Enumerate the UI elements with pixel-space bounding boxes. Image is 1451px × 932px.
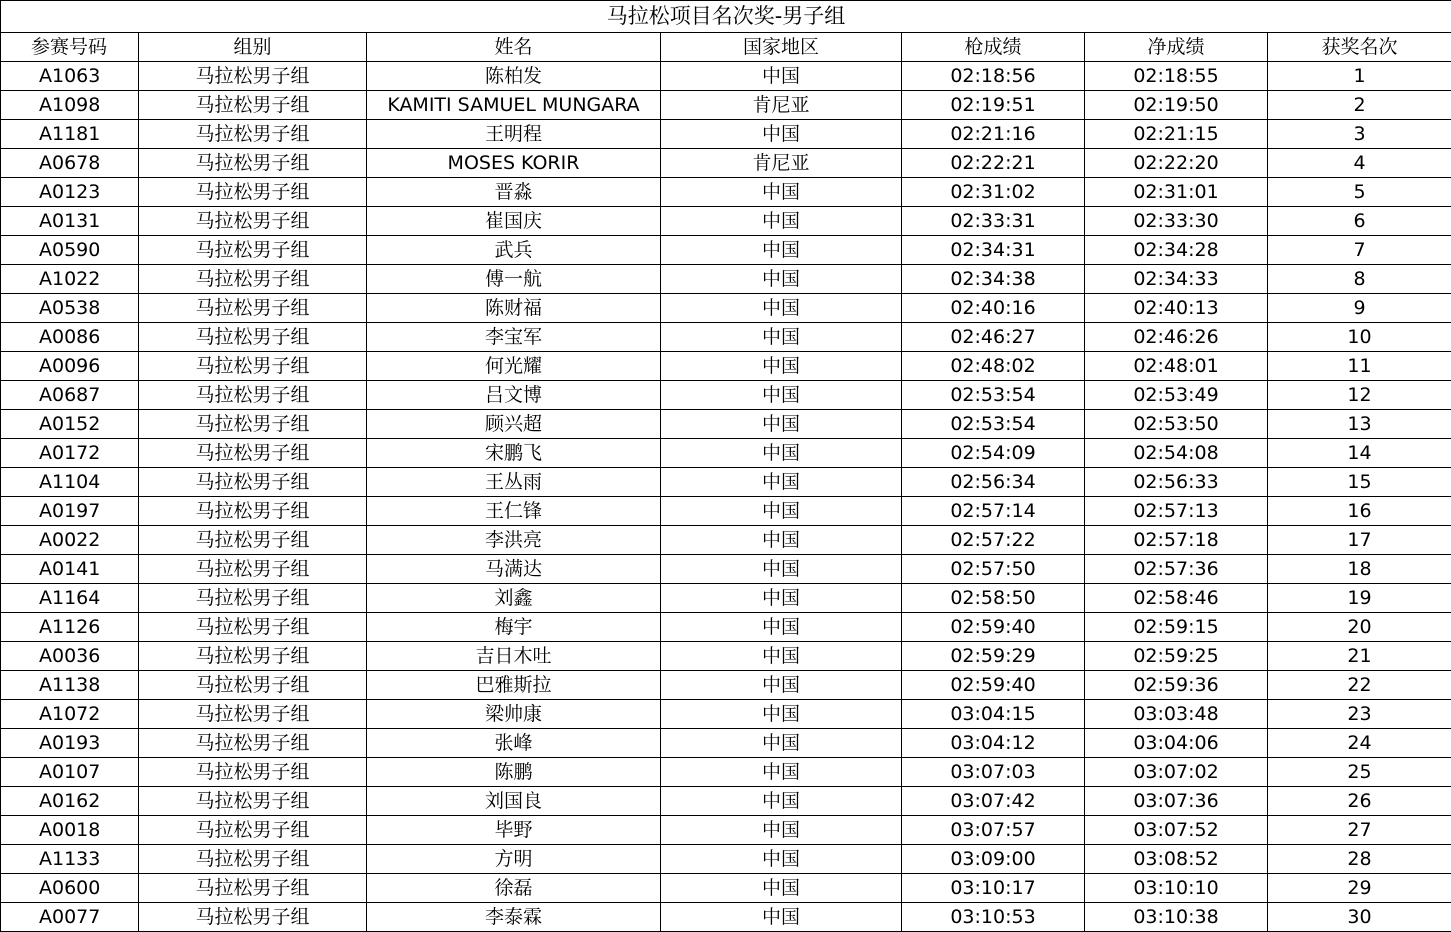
- cell-name: 李泰霖: [367, 903, 661, 932]
- cell-bib: A1063: [1, 62, 139, 91]
- cell-rank: 6: [1268, 207, 1451, 236]
- cell-net-time: 02:34:33: [1085, 265, 1268, 294]
- cell-bib: A1104: [1, 468, 139, 497]
- cell-group: 马拉松男子组: [139, 787, 367, 816]
- header-rank: 获奖名次: [1268, 33, 1451, 62]
- cell-name: 马满达: [367, 555, 661, 584]
- cell-gun-time: 03:04:15: [902, 700, 1085, 729]
- cell-rank: 25: [1268, 758, 1451, 787]
- cell-rank: 5: [1268, 178, 1451, 207]
- cell-country: 中国: [661, 526, 902, 555]
- cell-country: 中国: [661, 816, 902, 845]
- cell-country: 中国: [661, 265, 902, 294]
- cell-net-time: 02:18:55: [1085, 62, 1268, 91]
- cell-name: 梁帅康: [367, 700, 661, 729]
- cell-gun-time: 03:07:03: [902, 758, 1085, 787]
- cell-group: 马拉松男子组: [139, 874, 367, 903]
- cell-name: 王丛雨: [367, 468, 661, 497]
- cell-country: 中国: [661, 468, 902, 497]
- cell-group: 马拉松男子组: [139, 758, 367, 787]
- table-row: [1, 758, 1451, 787]
- cell-net-time: 02:40:13: [1085, 294, 1268, 323]
- cell-rank: 12: [1268, 381, 1451, 410]
- cell-country: 中国: [661, 323, 902, 352]
- cell-net-time: 02:59:15: [1085, 613, 1268, 642]
- cell-country: 中国: [661, 207, 902, 236]
- cell-country: 中国: [661, 671, 902, 700]
- cell-group: 马拉松男子组: [139, 468, 367, 497]
- table-row: [1, 91, 1451, 120]
- cell-bib: A0096: [1, 352, 139, 381]
- cell-group: 马拉松男子组: [139, 207, 367, 236]
- table-row: [1, 294, 1451, 323]
- cell-name: 崔国庆: [367, 207, 661, 236]
- cell-rank: 11: [1268, 352, 1451, 381]
- table-row: [1, 903, 1451, 932]
- header-country: 国家地区: [661, 33, 902, 62]
- cell-rank: 9: [1268, 294, 1451, 323]
- cell-bib: A0162: [1, 787, 139, 816]
- cell-name: 吉日木吐: [367, 642, 661, 671]
- table-row: [1, 526, 1451, 555]
- table-row: [1, 207, 1451, 236]
- cell-country: 中国: [661, 845, 902, 874]
- cell-name: 陈柏发: [367, 62, 661, 91]
- cell-gun-time: 02:22:21: [902, 149, 1085, 178]
- cell-net-time: 02:59:36: [1085, 671, 1268, 700]
- cell-rank: 2: [1268, 91, 1451, 120]
- cell-name: 吕文博: [367, 381, 661, 410]
- table-row: [1, 613, 1451, 642]
- cell-country: 中国: [661, 787, 902, 816]
- cell-rank: 20: [1268, 613, 1451, 642]
- cell-gun-time: 02:33:31: [902, 207, 1085, 236]
- cell-country: 肯尼亚: [661, 91, 902, 120]
- cell-bib: A0086: [1, 323, 139, 352]
- cell-group: 马拉松男子组: [139, 323, 367, 352]
- cell-net-time: 02:56:33: [1085, 468, 1268, 497]
- cell-rank: 3: [1268, 120, 1451, 149]
- cell-bib: A0123: [1, 178, 139, 207]
- table-row: [1, 149, 1451, 178]
- cell-gun-time: 03:04:12: [902, 729, 1085, 758]
- cell-name: 方明: [367, 845, 661, 874]
- cell-country: 中国: [661, 120, 902, 149]
- cell-rank: 19: [1268, 584, 1451, 613]
- cell-name: KAMITI SAMUEL MUNGARA: [367, 91, 661, 120]
- cell-group: 马拉松男子组: [139, 91, 367, 120]
- cell-name: 陈财福: [367, 294, 661, 323]
- cell-gun-time: 02:56:34: [902, 468, 1085, 497]
- cell-rank: 16: [1268, 497, 1451, 526]
- cell-group: 马拉松男子组: [139, 236, 367, 265]
- cell-rank: 28: [1268, 845, 1451, 874]
- cell-net-time: 03:07:36: [1085, 787, 1268, 816]
- table-row: [1, 352, 1451, 381]
- cell-country: 中国: [661, 497, 902, 526]
- cell-group: 马拉松男子组: [139, 584, 367, 613]
- cell-country: 中国: [661, 613, 902, 642]
- table-row: [1, 787, 1451, 816]
- cell-name: 刘鑫: [367, 584, 661, 613]
- cell-net-time: 02:54:08: [1085, 439, 1268, 468]
- cell-name: 何光耀: [367, 352, 661, 381]
- cell-bib: A1022: [1, 265, 139, 294]
- cell-gun-time: 02:31:02: [902, 178, 1085, 207]
- cell-gun-time: 02:53:54: [902, 381, 1085, 410]
- cell-name: 陈鹏: [367, 758, 661, 787]
- cell-group: 马拉松男子组: [139, 120, 367, 149]
- table-row: [1, 584, 1451, 613]
- table-row: [1, 265, 1451, 294]
- cell-country: 中国: [661, 874, 902, 903]
- cell-net-time: 03:04:06: [1085, 729, 1268, 758]
- cell-name: 武兵: [367, 236, 661, 265]
- cell-rank: 27: [1268, 816, 1451, 845]
- cell-gun-time: 02:34:31: [902, 236, 1085, 265]
- cell-name: 宋鹏飞: [367, 439, 661, 468]
- cell-bib: A0077: [1, 903, 139, 932]
- cell-bib: A0036: [1, 642, 139, 671]
- cell-bib: A1098: [1, 91, 139, 120]
- cell-gun-time: 02:19:51: [902, 91, 1085, 120]
- cell-gun-time: 03:07:57: [902, 816, 1085, 845]
- cell-group: 马拉松男子组: [139, 265, 367, 294]
- cell-net-time: 03:10:10: [1085, 874, 1268, 903]
- cell-bib: A0193: [1, 729, 139, 758]
- cell-gun-time: 02:48:02: [902, 352, 1085, 381]
- cell-country: 中国: [661, 700, 902, 729]
- cell-group: 马拉松男子组: [139, 903, 367, 932]
- cell-bib: A0687: [1, 381, 139, 410]
- cell-name: 王仁锋: [367, 497, 661, 526]
- cell-gun-time: 02:59:40: [902, 671, 1085, 700]
- table-row: [1, 555, 1451, 584]
- cell-group: 马拉松男子组: [139, 729, 367, 758]
- cell-gun-time: 02:18:56: [902, 62, 1085, 91]
- cell-gun-time: 03:09:00: [902, 845, 1085, 874]
- cell-net-time: 02:57:18: [1085, 526, 1268, 555]
- cell-country: 中国: [661, 381, 902, 410]
- table-row: [1, 120, 1451, 149]
- cell-country: 中国: [661, 439, 902, 468]
- cell-group: 马拉松男子组: [139, 671, 367, 700]
- cell-rank: 13: [1268, 410, 1451, 439]
- cell-name: 刘国良: [367, 787, 661, 816]
- cell-rank: 14: [1268, 439, 1451, 468]
- cell-group: 马拉松男子组: [139, 816, 367, 845]
- cell-gun-time: 03:07:42: [902, 787, 1085, 816]
- cell-group: 马拉松男子组: [139, 526, 367, 555]
- table-row: [1, 410, 1451, 439]
- cell-net-time: 02:58:46: [1085, 584, 1268, 613]
- table-row: [1, 178, 1451, 207]
- cell-net-time: 02:22:20: [1085, 149, 1268, 178]
- cell-bib: A0131: [1, 207, 139, 236]
- cell-net-time: 02:21:15: [1085, 120, 1268, 149]
- cell-name: 巴雅斯拉: [367, 671, 661, 700]
- cell-bib: A1072: [1, 700, 139, 729]
- cell-group: 马拉松男子组: [139, 439, 367, 468]
- cell-name: 李宝军: [367, 323, 661, 352]
- cell-country: 中国: [661, 555, 902, 584]
- cell-gun-time: 02:57:22: [902, 526, 1085, 555]
- cell-group: 马拉松男子组: [139, 410, 367, 439]
- cell-country: 中国: [661, 178, 902, 207]
- cell-bib: A0678: [1, 149, 139, 178]
- cell-gun-time: 02:58:50: [902, 584, 1085, 613]
- cell-name: 梅宇: [367, 613, 661, 642]
- cell-name: 张峰: [367, 729, 661, 758]
- cell-net-time: 02:59:25: [1085, 642, 1268, 671]
- header-name: 姓名: [367, 33, 661, 62]
- table-row: [1, 62, 1451, 91]
- cell-country: 肯尼亚: [661, 149, 902, 178]
- cell-rank: 22: [1268, 671, 1451, 700]
- cell-bib: A1133: [1, 845, 139, 874]
- cell-net-time: 02:57:36: [1085, 555, 1268, 584]
- cell-rank: 7: [1268, 236, 1451, 265]
- cell-net-time: 03:07:02: [1085, 758, 1268, 787]
- cell-net-time: 02:57:13: [1085, 497, 1268, 526]
- table-title: 马拉松项目名次奖-男子组: [1, 1, 1451, 33]
- cell-name: 李洪亮: [367, 526, 661, 555]
- cell-group: 马拉松男子组: [139, 381, 367, 410]
- cell-country: 中国: [661, 352, 902, 381]
- cell-country: 中国: [661, 729, 902, 758]
- cell-country: 中国: [661, 642, 902, 671]
- cell-net-time: 03:10:38: [1085, 903, 1268, 932]
- cell-country: 中国: [661, 236, 902, 265]
- cell-name: 晋淼: [367, 178, 661, 207]
- cell-group: 马拉松男子组: [139, 149, 367, 178]
- table-row: [1, 845, 1451, 874]
- cell-bib: A0152: [1, 410, 139, 439]
- cell-rank: 10: [1268, 323, 1451, 352]
- cell-net-time: 02:53:50: [1085, 410, 1268, 439]
- cell-country: 中国: [661, 410, 902, 439]
- cell-rank: 4: [1268, 149, 1451, 178]
- cell-gun-time: 02:59:29: [902, 642, 1085, 671]
- cell-rank: 23: [1268, 700, 1451, 729]
- cell-bib: A0538: [1, 294, 139, 323]
- cell-bib: A1138: [1, 671, 139, 700]
- cell-gun-time: 02:40:16: [902, 294, 1085, 323]
- cell-net-time: 02:34:28: [1085, 236, 1268, 265]
- cell-name: 顾兴超: [367, 410, 661, 439]
- cell-rank: 18: [1268, 555, 1451, 584]
- cell-group: 马拉松男子组: [139, 613, 367, 642]
- cell-gun-time: 02:46:27: [902, 323, 1085, 352]
- cell-bib: A1126: [1, 613, 139, 642]
- table-row: [1, 439, 1451, 468]
- header-gun-time: 枪成绩: [902, 33, 1085, 62]
- cell-name: 毕野: [367, 816, 661, 845]
- table-row: [1, 468, 1451, 497]
- table-body: [1, 1, 1451, 932]
- cell-net-time: 02:19:50: [1085, 91, 1268, 120]
- cell-bib: A0022: [1, 526, 139, 555]
- cell-gun-time: 02:57:14: [902, 497, 1085, 526]
- cell-group: 马拉松男子组: [139, 642, 367, 671]
- cell-gun-time: 03:10:53: [902, 903, 1085, 932]
- table-row: [1, 874, 1451, 903]
- cell-bib: A0018: [1, 816, 139, 845]
- cell-name: MOSES KORIR: [367, 149, 661, 178]
- cell-name: 傅一航: [367, 265, 661, 294]
- cell-group: 马拉松男子组: [139, 62, 367, 91]
- cell-group: 马拉松男子组: [139, 352, 367, 381]
- table-row: [1, 671, 1451, 700]
- table-row: [1, 816, 1451, 845]
- cell-name: 王明程: [367, 120, 661, 149]
- cell-country: 中国: [661, 758, 902, 787]
- title-row: [1, 1, 1451, 33]
- cell-group: 马拉松男子组: [139, 700, 367, 729]
- cell-rank: 21: [1268, 642, 1451, 671]
- table-row: [1, 700, 1451, 729]
- cell-gun-time: 02:59:40: [902, 613, 1085, 642]
- table-row: [1, 236, 1451, 265]
- cell-bib: A1164: [1, 584, 139, 613]
- cell-gun-time: 02:57:50: [902, 555, 1085, 584]
- cell-rank: 1: [1268, 62, 1451, 91]
- cell-bib: A1181: [1, 120, 139, 149]
- cell-gun-time: 02:21:16: [902, 120, 1085, 149]
- cell-gun-time: 02:54:09: [902, 439, 1085, 468]
- cell-net-time: 02:53:49: [1085, 381, 1268, 410]
- cell-group: 马拉松男子组: [139, 294, 367, 323]
- cell-net-time: 02:31:01: [1085, 178, 1268, 207]
- cell-bib: A0172: [1, 439, 139, 468]
- header-bib: 参赛号码: [1, 33, 139, 62]
- table-row: [1, 497, 1451, 526]
- header-row: [1, 33, 1451, 62]
- cell-group: 马拉松男子组: [139, 845, 367, 874]
- cell-net-time: 02:46:26: [1085, 323, 1268, 352]
- table-row: [1, 729, 1451, 758]
- cell-bib: A0600: [1, 874, 139, 903]
- cell-net-time: 03:03:48: [1085, 700, 1268, 729]
- cell-country: 中国: [661, 294, 902, 323]
- cell-net-time: 02:48:01: [1085, 352, 1268, 381]
- header-group: 组别: [139, 33, 367, 62]
- table-row: [1, 323, 1451, 352]
- cell-gun-time: 03:10:17: [902, 874, 1085, 903]
- cell-country: 中国: [661, 584, 902, 613]
- cell-rank: 30: [1268, 903, 1451, 932]
- cell-bib: A0107: [1, 758, 139, 787]
- cell-rank: 29: [1268, 874, 1451, 903]
- cell-gun-time: 02:34:38: [902, 265, 1085, 294]
- cell-rank: 24: [1268, 729, 1451, 758]
- cell-group: 马拉松男子组: [139, 178, 367, 207]
- cell-rank: 26: [1268, 787, 1451, 816]
- cell-country: 中国: [661, 903, 902, 932]
- header-net-time: 净成绩: [1085, 33, 1268, 62]
- cell-net-time: 02:33:30: [1085, 207, 1268, 236]
- cell-country: 中国: [661, 62, 902, 91]
- cell-gun-time: 02:53:54: [902, 410, 1085, 439]
- cell-net-time: 03:08:52: [1085, 845, 1268, 874]
- cell-net-time: 03:07:52: [1085, 816, 1268, 845]
- cell-rank: 17: [1268, 526, 1451, 555]
- cell-group: 马拉松男子组: [139, 497, 367, 526]
- cell-bib: A0197: [1, 497, 139, 526]
- cell-name: 徐磊: [367, 874, 661, 903]
- table-row: [1, 642, 1451, 671]
- table-row: [1, 381, 1451, 410]
- cell-rank: 15: [1268, 468, 1451, 497]
- cell-group: 马拉松男子组: [139, 555, 367, 584]
- cell-rank: 8: [1268, 265, 1451, 294]
- cell-bib: A0141: [1, 555, 139, 584]
- cell-bib: A0590: [1, 236, 139, 265]
